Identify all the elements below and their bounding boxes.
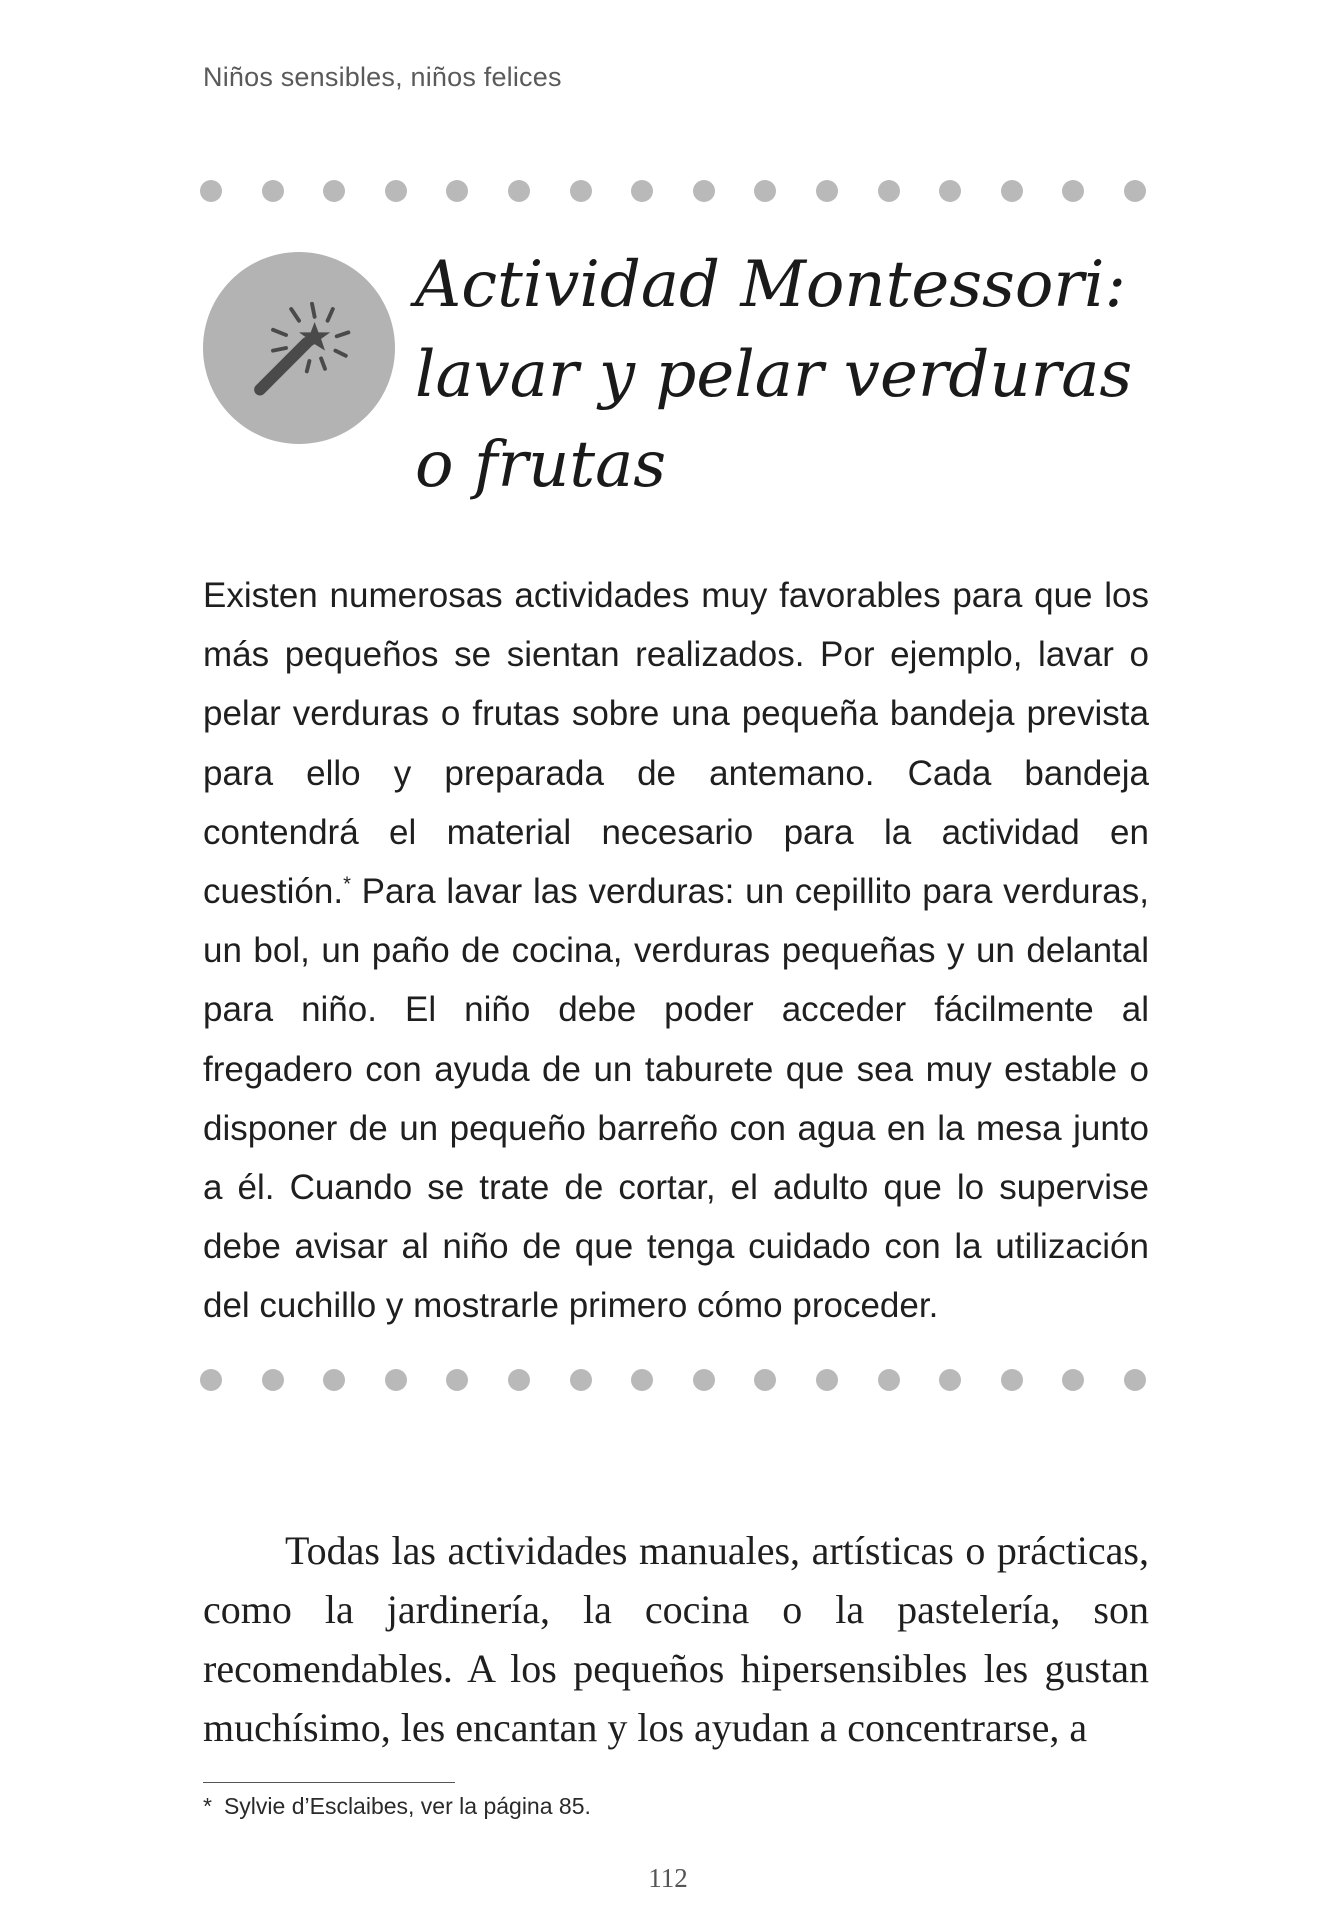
body-paragraph: Todas las actividades manuales, artísticas o prácticas, como la jardinería, la cocina o la pastelería, son recomendables. A los pequeños hipersensibles les gustan muchísimo, les encantan y los ayudan a concentrarse, a bbox=[203, 1528, 1149, 1750]
footnote-reference: * bbox=[343, 873, 351, 896]
divider-dot bbox=[631, 180, 653, 202]
divider-dot bbox=[754, 1369, 776, 1391]
divider-dot bbox=[939, 1369, 961, 1391]
magic-wand-icon bbox=[234, 283, 364, 413]
divider-dot bbox=[570, 180, 592, 202]
divider-dot bbox=[816, 1369, 838, 1391]
divider-dot bbox=[878, 1369, 900, 1391]
divider-dot bbox=[446, 1369, 468, 1391]
activity-body bbox=[203, 566, 1149, 1336]
divider-dot bbox=[200, 180, 222, 202]
activity-body-text-continued: Para lavar las verduras: un cepillito para verduras, un bol, un paño de cocina, verduras pequeñas y un delantal para niño. El niño debe poder acceder fácilmente al fregadero con ayuda de un taburete que sea muy estable o disponer de un pequeño barreño con agua en la mesa junto a él. Cuando se trate de cortar, el adulto que lo supervise debe avisar al niño de que tenga cuidado con la utilización del cuchillo y mostrarle primero cómo proceder. bbox=[203, 872, 1149, 1326]
divider-dot bbox=[508, 1369, 530, 1391]
divider-dot bbox=[323, 180, 345, 202]
footnote-separator bbox=[203, 1782, 455, 1783]
divider-dot bbox=[1001, 180, 1023, 202]
dot-divider-bottom bbox=[200, 1368, 1146, 1392]
divider-dot bbox=[1124, 180, 1146, 202]
divider-dot bbox=[262, 180, 284, 202]
divider-dot bbox=[323, 1369, 345, 1391]
divider-dot bbox=[1062, 180, 1084, 202]
activity-badge bbox=[203, 252, 395, 444]
activity-body-text: Existen numerosas actividades muy favorables para que los más pequeños se sientan realizados. Por ejemplo, lavar o pelar verduras o frutas sobre una pequeña bandeja prevista para ello y preparada de antemano. Cada bandeja contendrá el material necesario para la actividad en cuestión. bbox=[203, 576, 1149, 912]
running-head: Niños sensibles, niños felices bbox=[203, 62, 562, 92]
divider-dot bbox=[1001, 1369, 1023, 1391]
divider-dot bbox=[754, 180, 776, 202]
footnote-text: Sylvie d’Esclaibes, ver la página 85. bbox=[223, 1793, 591, 1819]
divider-dot bbox=[508, 180, 530, 202]
divider-dot bbox=[878, 180, 900, 202]
footnote-marker: * bbox=[203, 1793, 212, 1819]
divider-dot bbox=[693, 180, 715, 202]
divider-dot bbox=[631, 1369, 653, 1391]
divider-dot bbox=[693, 1369, 715, 1391]
divider-dot bbox=[446, 180, 468, 202]
activity-title: Actividad Montessori: lavar y pelar verduras o frutas bbox=[415, 248, 1133, 502]
dot-divider-top bbox=[200, 179, 1146, 203]
footnote bbox=[203, 1793, 591, 1820]
divider-dot bbox=[200, 1369, 222, 1391]
divider-dot bbox=[939, 180, 961, 202]
divider-dot bbox=[385, 180, 407, 202]
divider-dot bbox=[1124, 1369, 1146, 1391]
divider-dot bbox=[816, 180, 838, 202]
divider-dot bbox=[385, 1369, 407, 1391]
divider-dot bbox=[262, 1369, 284, 1391]
divider-dot bbox=[1062, 1369, 1084, 1391]
page-number: 112 bbox=[648, 1863, 688, 1893]
divider-dot bbox=[570, 1369, 592, 1391]
